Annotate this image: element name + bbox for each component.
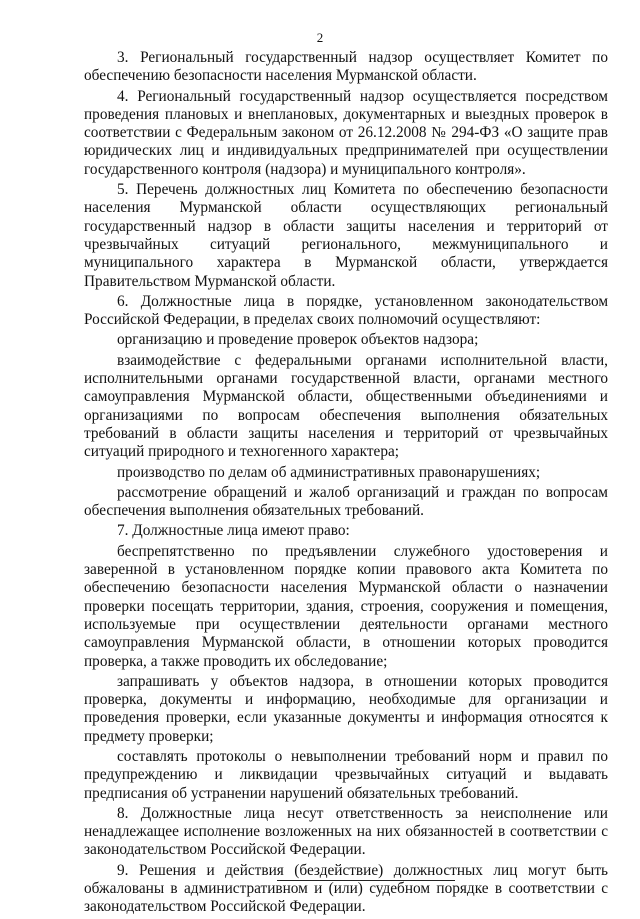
paragraph-7: 7. Должностные лица имеют право: <box>117 522 350 540</box>
paragraph-7-item-2: запрашивать у объектов надзора, в отношении которых проводится проверка, документы и информацию, необходимые для организации и проведения проверки, если указанные документы и информация относятся к предмету проверки; <box>84 672 608 745</box>
closing-divider <box>277 880 455 881</box>
paragraph-8: 8. Должностные лица несут ответственность за неисполнение или ненадлежащее исполнение возложенных на них обязанностей в соответствии с законодательством Российской Федерации. <box>84 804 608 859</box>
paragraph-7-item-1: беспрепятственно по предъявлении служебного удостоверения и заверенной в установленном порядке копии правового акта Комитета по обеспечению безопасности населения Мурманской области о назначении проверки посещать территории, здания, строения, сооружения и помещения, используемые при осуществлении деятельности органами местного самоуправления Мурманской области, в отношении которых проводится проверка, а также проводить их обследование; <box>84 542 608 670</box>
paragraph-4: 4. Региональный государственный надзор осуществляется посредством проведения плановых и внеплановых, документарных и выездных проверок в соответствии с Федеральным законом от 26.12.2008 № 294-ФЗ «О защите прав юридических лиц и индивидуальных предпринимателей при осуществлении государственного контроля (надзора) и муниципального контроля». <box>84 87 608 178</box>
paragraph-6-item-4: рассмотрение обращений и жалоб организаций и граждан по вопросам обеспечения выполнения обязательных требований. <box>84 483 608 520</box>
paragraph-6-item-3: производство по делам об административных правонарушениях; <box>117 463 541 481</box>
paragraph-6: 6. Должностные лица в порядке, установленном законодательством Российской Федерации, в пределах своих полномочий осуществляют: <box>84 292 608 329</box>
paragraph-6-item-1: организацию и проведение проверок объектов надзора; <box>117 331 479 349</box>
paragraph-6-item-2: взаимодействие с федеральными органами исполнительной власти, исполнительными органами государственной власти, органами местного самоуправления Мурманской области, общественными объединениями и организациями по вопросам обеспечения выполнения обязательных требований в области защиты населения и территорий от чрезвычайных ситуаций природного и техногенного характера; <box>84 351 608 461</box>
document-body <box>84 49 608 919</box>
paragraph-5: 5. Перечень должностных лиц Комитета по обеспечению безопасности населения Мурманской области осуществляющих региональный государственный надзор в области защиты населения и территорий от чрезвычайных ситуаций регионального, межмуниципального и муниципального характера в Мурманской области, утверждается Правительством Мурманской области. <box>84 181 608 290</box>
paragraph-3: 3. Региональный государственный надзор осуществляет Комитет по обеспечению безопасности населения Мурманской области. <box>84 49 608 85</box>
paragraph-9: 9. Решения и действия (бездействие) должностных лиц могут быть обжалованы в административном и (или) судебном порядке в соответствии с законодательством Российской Федерации. <box>84 861 608 916</box>
page-number: 2 <box>316 30 324 45</box>
paragraph-7-item-3: составлять протоколы о невыполнении требований норм и правил по предупреждению и ликвидации чрезвычайных ситуаций и выдавать предписания об устранении нарушений обязательных требований. <box>84 747 608 802</box>
